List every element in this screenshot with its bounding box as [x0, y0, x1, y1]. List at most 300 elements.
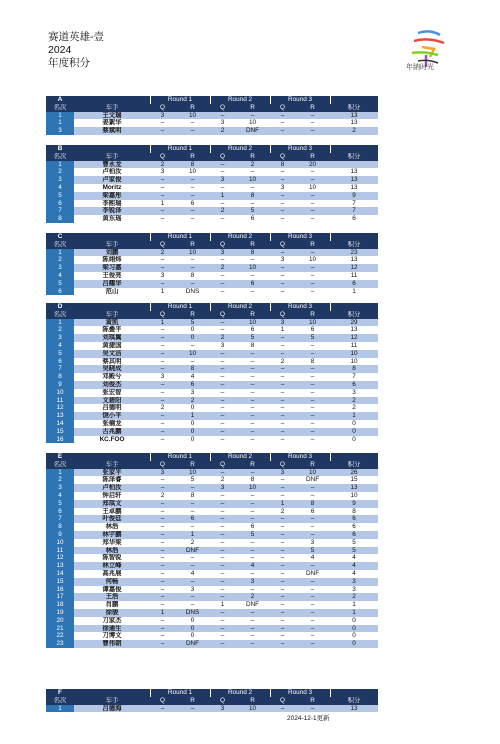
score-cell: – [210, 632, 235, 640]
column-header-r: R [235, 241, 270, 249]
score-cell: – [295, 389, 330, 397]
score-cell: 2 [210, 476, 235, 484]
score-cell: 0 [175, 617, 210, 625]
round-header: Round 1 [150, 453, 210, 461]
table-row [46, 531, 378, 539]
rank-cell: 12 [46, 554, 74, 562]
score-cell: 3 [210, 119, 235, 127]
score-cell: 8 [175, 161, 210, 169]
score-cell: – [295, 272, 330, 280]
column-header-rank: 名次 [46, 153, 74, 161]
rank-cell: 14 [46, 570, 74, 578]
column-header-rank: 名次 [46, 104, 74, 112]
score-cell: – [270, 531, 295, 539]
score-cell: – [295, 562, 330, 570]
score-cell: 3 [295, 539, 330, 547]
score-cell: 8 [295, 500, 330, 508]
score-cell: 1 [210, 601, 235, 609]
points-cell: 6 [330, 531, 378, 539]
score-cell: – [270, 350, 295, 358]
points-cell: 6 [330, 523, 378, 531]
score-cell: – [175, 508, 210, 516]
score-cell: – [150, 562, 175, 570]
driver-cell: 李锐泽 [74, 207, 150, 215]
points-cell: 13 [330, 176, 378, 184]
score-cell: 3 [210, 249, 235, 257]
rank-cell: 16 [46, 436, 74, 444]
score-cell: – [235, 625, 270, 633]
score-cell: – [295, 127, 330, 135]
score-cell: – [295, 215, 330, 223]
rank-cell: 8 [46, 215, 74, 223]
points-cell: 2 [330, 397, 378, 405]
points-cell [330, 161, 378, 169]
score-cell: – [210, 625, 235, 633]
points-cell: 0 [330, 420, 378, 428]
table-row [46, 436, 378, 444]
driver-cell: 张家平 [74, 469, 150, 477]
driver-cell: 刀博文 [74, 632, 150, 640]
score-cell: 3 [175, 389, 210, 397]
score-cell: – [210, 469, 235, 477]
column-header-r: R [175, 153, 210, 161]
rank-cell: 2 [46, 168, 74, 176]
table-row [46, 492, 378, 500]
score-cell: 0 [175, 436, 210, 444]
table-row [46, 373, 378, 381]
rank-cell: 15 [46, 578, 74, 586]
score-cell: – [235, 168, 270, 176]
column-header-q: Q [270, 311, 295, 319]
score-cell: – [235, 640, 270, 648]
score-cell: – [235, 500, 270, 508]
table-row [46, 578, 378, 586]
score-cell: – [295, 586, 330, 594]
score-cell: – [210, 288, 235, 296]
score-cell: – [270, 397, 295, 405]
score-cell: – [210, 531, 235, 539]
score-cell: – [150, 547, 175, 555]
score-cell: – [295, 373, 330, 381]
score-cell: 2 [210, 264, 235, 272]
driver-cell: 陈智锐 [74, 554, 150, 562]
score-cell: 0 [175, 404, 210, 412]
table-row [46, 428, 378, 436]
points-cell: 13 [330, 168, 378, 176]
driver-cell: 梁习嘉 [74, 264, 150, 272]
table-row [46, 705, 378, 713]
score-cell: – [270, 412, 295, 420]
rank-cell: 1 [46, 161, 74, 169]
score-cell: – [235, 436, 270, 444]
driver-cell: 卢柏汝 [74, 168, 150, 176]
table-row [46, 365, 378, 373]
driver-cell: 郑华梁 [74, 539, 150, 547]
points-cell: 8 [330, 365, 378, 373]
rank-cell: 9 [46, 381, 74, 389]
driver-cell: 曹伟朝 [74, 640, 150, 648]
score-cell: – [210, 436, 235, 444]
score-cell: – [150, 586, 175, 594]
rank-cell: 4 [46, 342, 74, 350]
table-row [46, 326, 378, 334]
table-row [46, 500, 378, 508]
score-cell: – [175, 342, 210, 350]
score-cell: – [295, 531, 330, 539]
points-cell: 10 [330, 350, 378, 358]
table-row [46, 168, 378, 176]
driver-cell: 饶小平 [74, 412, 150, 420]
score-cell: – [210, 319, 235, 327]
score-cell: 6 [235, 215, 270, 223]
table-row [46, 632, 378, 640]
score-cell: – [235, 200, 270, 208]
table-row [46, 119, 378, 127]
driver-cell: 黄东瑶 [74, 215, 150, 223]
score-cell: – [150, 705, 175, 713]
score-cell: – [270, 578, 295, 586]
score-cell: 1 [175, 412, 210, 420]
score-cell: – [235, 632, 270, 640]
score-cell: 8 [235, 249, 270, 257]
column-header-rank: 名次 [46, 461, 74, 469]
score-cell: – [270, 264, 295, 272]
points-cell: 0 [330, 625, 378, 633]
score-cell: – [150, 531, 175, 539]
column-header-points: 积分 [330, 311, 378, 319]
points-cell: 5 [330, 539, 378, 547]
score-cell: – [235, 428, 270, 436]
rank-cell: 23 [46, 640, 74, 648]
score-cell: – [210, 562, 235, 570]
score-cell: 2 [150, 249, 175, 257]
score-cell: – [295, 249, 330, 257]
score-cell: 2 [150, 492, 175, 500]
points-cell: 2 [330, 404, 378, 412]
rank-cell: 21 [46, 625, 74, 633]
score-cell: – [295, 578, 330, 586]
column-header-points: 积分 [330, 153, 378, 161]
score-cell: – [175, 280, 210, 288]
points-cell: 10 [330, 492, 378, 500]
score-cell: 1 [270, 326, 295, 334]
score-cell: 10 [235, 705, 270, 713]
score-cell: – [295, 288, 330, 296]
rank-cell: 3 [46, 484, 74, 492]
table-row [46, 515, 378, 523]
round-header: Round 1 [150, 145, 210, 153]
score-cell: – [210, 420, 235, 428]
round-header: Round 1 [150, 689, 210, 697]
points-cell: 0 [330, 436, 378, 444]
score-cell: – [175, 184, 210, 192]
score-cell: 1 [175, 531, 210, 539]
score-cell: – [270, 476, 295, 484]
table-row [46, 609, 378, 617]
rank-cell: 1 [46, 112, 74, 120]
score-cell: – [150, 412, 175, 420]
table-row [46, 334, 378, 342]
score-cell: – [210, 547, 235, 555]
score-cell: – [150, 119, 175, 127]
column-header-q: Q [210, 311, 235, 319]
score-cell: – [235, 420, 270, 428]
rank-cell: 7 [46, 515, 74, 523]
score-cell: – [175, 593, 210, 601]
driver-cell: 吴晓成 [74, 365, 150, 373]
score-cell: – [150, 523, 175, 531]
table-row [46, 484, 378, 492]
score-cell: – [295, 609, 330, 617]
column-header-q: Q [150, 697, 175, 705]
points-cell: 7 [330, 200, 378, 208]
points-cell: 9 [330, 192, 378, 200]
score-cell: – [235, 554, 270, 562]
score-cell: – [150, 539, 175, 547]
rank-cell: 5 [46, 350, 74, 358]
score-cell: – [210, 412, 235, 420]
score-cell: – [270, 554, 295, 562]
driver-cell: 范山 [74, 288, 150, 296]
score-cell: – [235, 288, 270, 296]
score-cell: 3 [210, 705, 235, 713]
column-header-points: 积分 [330, 241, 378, 249]
points-cell: 11 [330, 342, 378, 350]
table-row [46, 389, 378, 397]
score-cell: – [175, 705, 210, 713]
table-row [46, 381, 378, 389]
points-cell: 13 [330, 184, 378, 192]
score-cell: – [270, 420, 295, 428]
column-header-q: Q [270, 461, 295, 469]
group-b-table [46, 145, 379, 223]
driver-cell: 林浩 [74, 523, 150, 531]
driver-cell: 徐骏 [74, 609, 150, 617]
score-cell: – [235, 381, 270, 389]
score-cell: – [235, 570, 270, 578]
score-cell: 10 [235, 119, 270, 127]
driver-cell: 梁嘉彤 [74, 192, 150, 200]
score-cell: – [150, 192, 175, 200]
rank-cell: 4 [46, 272, 74, 280]
score-cell: – [175, 264, 210, 272]
round-header: Round 1 [150, 96, 210, 104]
points-cell: 6 [330, 280, 378, 288]
points-cell: 1 [330, 609, 378, 617]
table-row [46, 539, 378, 547]
score-cell: – [210, 168, 235, 176]
score-cell: – [150, 264, 175, 272]
table-row [46, 404, 378, 412]
score-cell: – [150, 515, 175, 523]
driver-cell: 徐通生 [74, 625, 150, 633]
column-header-q: Q [210, 241, 235, 249]
score-cell: – [270, 342, 295, 350]
score-cell: – [210, 508, 235, 516]
group-label: B [46, 145, 74, 153]
score-cell: – [150, 389, 175, 397]
driver-cell: 刀家杰 [74, 617, 150, 625]
score-cell: – [150, 476, 175, 484]
score-cell: – [210, 593, 235, 601]
score-cell: 6 [235, 280, 270, 288]
rank-cell: 2 [46, 326, 74, 334]
column-header-rank: 名次 [46, 697, 74, 705]
rank-cell: 5 [46, 500, 74, 508]
score-cell: – [210, 161, 235, 169]
round-header: Round 1 [150, 233, 210, 241]
score-cell: – [270, 428, 295, 436]
column-header-q: Q [270, 241, 295, 249]
score-cell: 8 [175, 272, 210, 280]
driver-cell: 张宏智 [74, 389, 150, 397]
score-cell: – [270, 586, 295, 594]
score-cell: 5 [295, 547, 330, 555]
score-cell: – [210, 492, 235, 500]
table-row [46, 547, 378, 555]
score-cell: – [150, 365, 175, 373]
points-cell: 10 [330, 358, 378, 366]
driver-cell: 吕德明 [74, 404, 150, 412]
score-cell: 10 [295, 184, 330, 192]
points-cell: 6 [330, 515, 378, 523]
score-cell: – [270, 625, 295, 633]
points-cell: 0 [330, 428, 378, 436]
score-cell: – [210, 617, 235, 625]
score-cell: – [295, 200, 330, 208]
score-cell: 6 [295, 508, 330, 516]
table-row [46, 554, 378, 562]
score-cell: – [235, 112, 270, 120]
points-cell: 1 [330, 601, 378, 609]
points-cell: 3 [330, 389, 378, 397]
score-cell: – [210, 326, 235, 334]
score-cell: – [150, 397, 175, 405]
score-cell: – [210, 256, 235, 264]
score-cell: – [270, 484, 295, 492]
score-cell: – [175, 523, 210, 531]
score-cell: 3 [270, 469, 295, 477]
driver-cell: 郑琪文 [74, 500, 150, 508]
score-cell: – [150, 184, 175, 192]
rank-cell: 18 [46, 601, 74, 609]
score-cell: – [235, 256, 270, 264]
score-cell: – [150, 127, 175, 135]
score-cell: – [175, 176, 210, 184]
score-cell: – [270, 640, 295, 648]
score-cell: – [295, 412, 330, 420]
score-cell: – [175, 207, 210, 215]
score-cell: – [175, 562, 210, 570]
score-cell: – [270, 523, 295, 531]
column-header-driver: 车手 [74, 311, 150, 319]
score-cell: – [235, 350, 270, 358]
score-cell: – [270, 539, 295, 547]
score-cell: – [270, 207, 295, 215]
score-cell: 1 [150, 319, 175, 327]
score-cell: 0 [175, 326, 210, 334]
score-cell: – [210, 112, 235, 120]
column-header-r: R [295, 153, 330, 161]
score-cell: – [150, 350, 175, 358]
column-header-r: R [235, 104, 270, 112]
score-cell: 3 [150, 272, 175, 280]
round-header: Round 2 [210, 96, 270, 104]
driver-cell: 肖鹏 [74, 601, 150, 609]
column-header-r: R [175, 104, 210, 112]
score-cell: – [295, 264, 330, 272]
score-cell: – [210, 215, 235, 223]
score-cell: – [175, 119, 210, 127]
score-cell: – [210, 609, 235, 617]
table-row [46, 280, 378, 288]
rank-cell: 2 [46, 476, 74, 484]
score-cell: 5 [235, 334, 270, 342]
score-cell: – [270, 609, 295, 617]
score-cell: – [295, 350, 330, 358]
score-cell: – [270, 547, 295, 555]
column-header-points: 积分 [330, 104, 378, 112]
column-header-q: Q [150, 461, 175, 469]
score-cell: 10 [235, 176, 270, 184]
column-header-rank: 名次 [46, 241, 74, 249]
score-cell: – [295, 119, 330, 127]
points-cell: 23 [330, 249, 378, 257]
score-cell: – [295, 176, 330, 184]
score-cell: 8 [295, 358, 330, 366]
driver-cell: 王卓鹏 [74, 508, 150, 516]
rank-cell: 11 [46, 397, 74, 405]
points-cell: 13 [330, 119, 378, 127]
column-header-points: 积分 [330, 697, 378, 705]
score-cell: DNF [235, 127, 270, 135]
driver-cell: 古兆鹏 [74, 428, 150, 436]
driver-cell: 叶俊廷 [74, 515, 150, 523]
score-cell: – [235, 365, 270, 373]
group-a-table [46, 96, 379, 135]
rank-cell: 4 [46, 492, 74, 500]
score-cell: 1 [150, 288, 175, 296]
page-title-line2: 2024 [48, 44, 72, 56]
column-header-driver: 车手 [74, 153, 150, 161]
score-cell: – [150, 280, 175, 288]
score-cell: – [270, 272, 295, 280]
column-header-driver: 车手 [74, 104, 150, 112]
rank-cell: 6 [46, 288, 74, 296]
column-header-r: R [175, 461, 210, 469]
score-cell: 2 [175, 539, 210, 547]
rank-cell: 2 [46, 256, 74, 264]
column-header-r: R [175, 241, 210, 249]
points-cell: 3 [330, 578, 378, 586]
rank-cell: 6 [46, 358, 74, 366]
column-header-r: R [235, 153, 270, 161]
score-cell: – [210, 404, 235, 412]
points-cell: 6 [330, 381, 378, 389]
score-cell: – [295, 492, 330, 500]
score-cell: 2 [175, 397, 210, 405]
points-cell: 4 [330, 554, 378, 562]
points-cell: 1 [330, 412, 378, 420]
rank-cell: 6 [46, 508, 74, 516]
score-cell: – [295, 632, 330, 640]
score-cell: – [295, 404, 330, 412]
points-cell: 13 [330, 326, 378, 334]
score-cell: 2 [210, 207, 235, 215]
driver-cell: 陈叠平 [74, 326, 150, 334]
score-cell: – [270, 288, 295, 296]
table-row [46, 593, 378, 601]
